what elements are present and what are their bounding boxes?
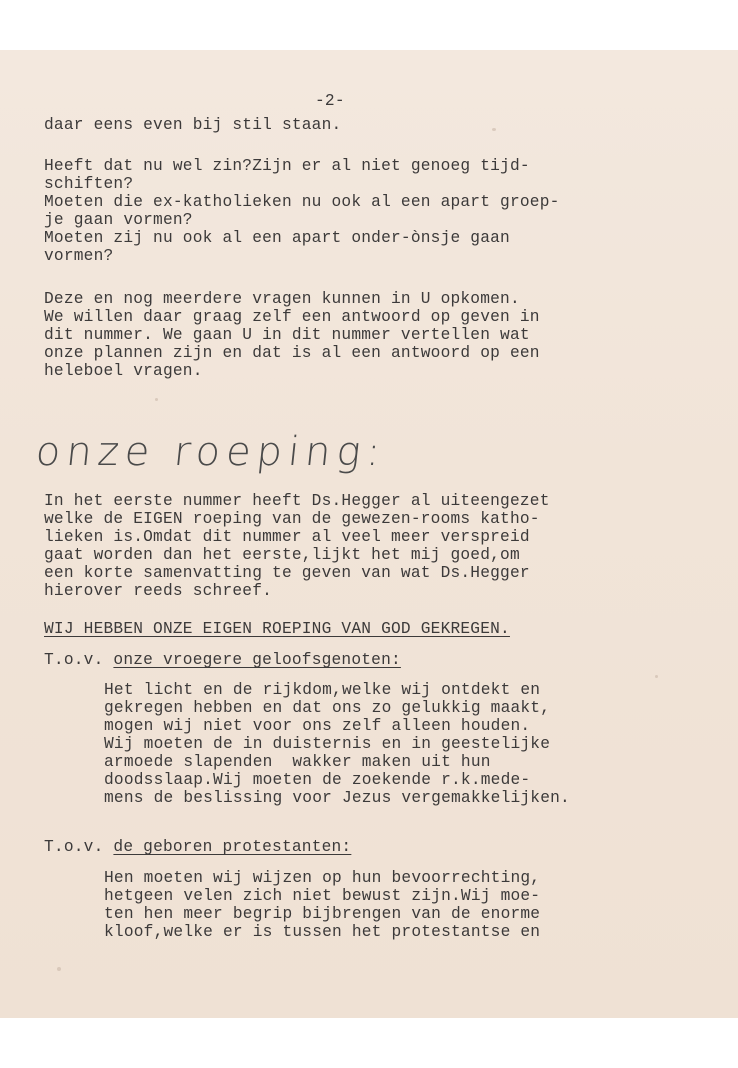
text-line: dit nummer. We gaan U in dit nummer vertellen wat: [44, 326, 530, 344]
paper-speck: [57, 967, 61, 971]
scan-border-bottom: [0, 1018, 738, 1068]
subsection-prefix: T.o.v.: [44, 838, 114, 856]
text-line: hierover reeds schreef.: [44, 582, 273, 600]
text-line: hetgeen velen zich niet bewust zijn.Wij moe-: [104, 887, 541, 905]
text-line: ten hen meer begrip bijbrengen van de enorme: [104, 905, 541, 923]
paper-speck: [492, 128, 496, 131]
calling-heading: WIJ HEBBEN ONZE EIGEN ROEPING VAN GOD GEKREGEN.: [44, 620, 510, 638]
text-line: vormen?: [44, 247, 114, 265]
text-line: Wij moeten de in duisternis en in geestelijke: [104, 735, 551, 753]
text-line: In het eerste nummer heeft Ds.Hegger al uiteengezet: [44, 492, 550, 510]
text-line: Moeten zij nu ook al een apart onder-ònsje gaan: [44, 229, 510, 247]
paper-speck: [655, 675, 658, 678]
text-line: een korte samenvatting te geven van wat Ds.Hegger: [44, 564, 530, 582]
subsection-prefix: T.o.v.: [44, 651, 114, 669]
text-line: heleboel vragen.: [44, 362, 203, 380]
subsection-heading: [44, 838, 351, 856]
subsection-title: onze vroegere geloofsgenoten:: [113, 651, 401, 669]
text-line: mogen wij niet voor ons zelf alleen houden.: [104, 717, 531, 735]
text-line: schiften?: [44, 175, 134, 193]
text-line: je gaan vormen?: [44, 211, 193, 229]
text-line: mens de beslissing voor Jezus vergemakkelijken.: [104, 789, 570, 807]
text-line: armoede slapenden wakker maken uit hun: [104, 753, 491, 771]
text-line: welke de EIGEN roeping van de gewezen-rooms katho-: [44, 510, 540, 528]
section-heading: onze roeping:: [33, 429, 389, 475]
page-number: -2-: [315, 92, 345, 110]
text-line: onze plannen zijn en dat is al een antwoord op een: [44, 344, 540, 362]
text-line: doodsslaap.Wij moeten de zoekende r.k.mede-: [104, 771, 531, 789]
text-line: gaat worden dan het eerste,lijkt het mij goed,om: [44, 546, 520, 564]
text-line: Moeten die ex-katholieken nu ook al een apart groep-: [44, 193, 560, 211]
text-line: kloof,welke er is tussen het protestantse en: [104, 923, 541, 941]
text-line: We willen daar graag zelf een antwoord op geven in: [44, 308, 540, 326]
text-line: daar eens even bij stil staan.: [44, 116, 342, 134]
text-line: gekregen hebben en dat ons zo gelukkig maakt,: [104, 699, 551, 717]
paper-speck: [155, 398, 158, 401]
text-line: Hen moeten wij wijzen op hun bevoorrechting,: [104, 869, 541, 887]
text-line: lieken is.Omdat dit nummer al veel meer verspreid: [44, 528, 530, 546]
text-line: Het licht en de rijkdom,welke wij ontdekt en: [104, 681, 541, 699]
text-line: Heeft dat nu wel zin?Zijn er al niet genoeg tijd-: [44, 157, 530, 175]
subsection-title: de geboren protestanten:: [113, 838, 352, 856]
subsection-heading: [44, 651, 401, 669]
text-line: Deze en nog meerdere vragen kunnen in U opkomen.: [44, 290, 520, 308]
scan-border-top: [0, 0, 738, 50]
